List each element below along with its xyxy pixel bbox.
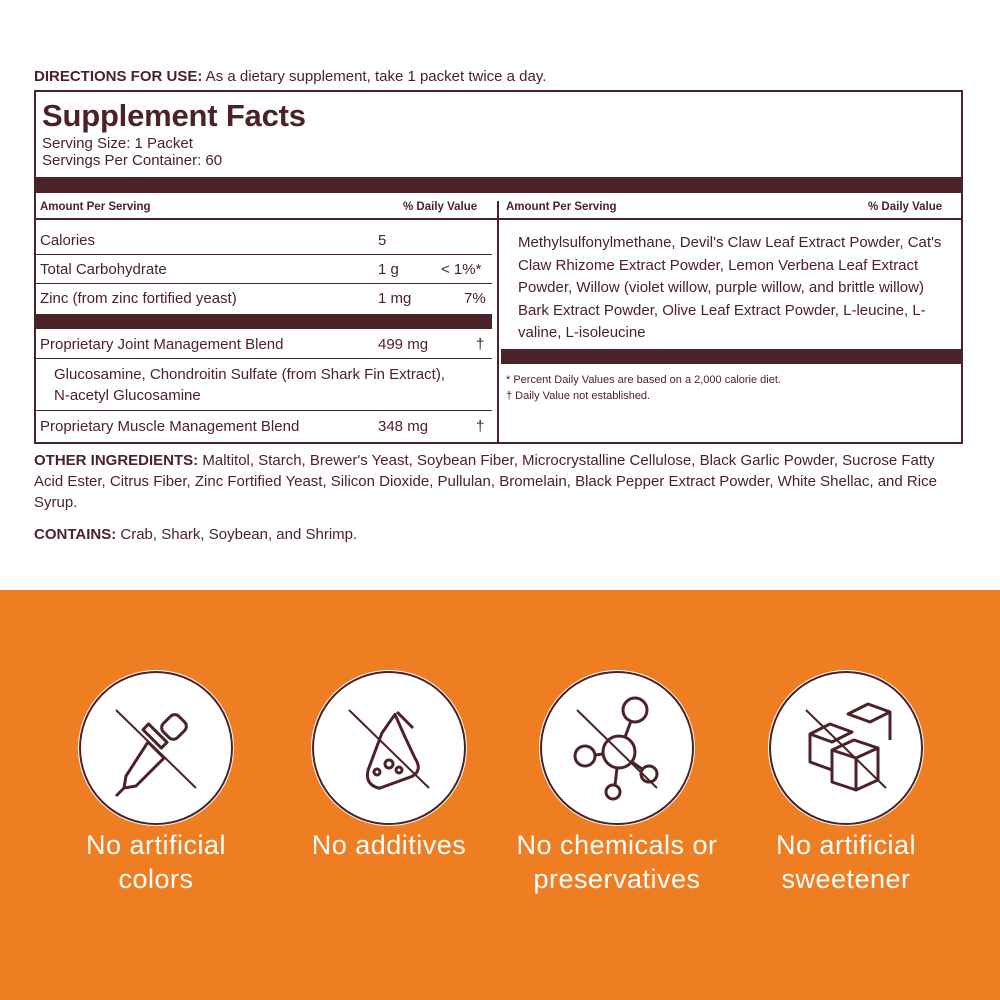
- blend-dv: †: [476, 418, 485, 435]
- right-amount-header: Amount Per Serving: [506, 201, 617, 213]
- right-dv-header: % Daily Value: [868, 201, 943, 213]
- nutrient-name: Zinc (from zinc fortified yeast): [40, 290, 237, 307]
- directions: DIRECTIONS FOR USE: As a dietary supplement, take 1 packet twice a day.: [34, 68, 547, 85]
- badge-no-artificial-sweetener: [768, 670, 924, 826]
- footnote-dagger: † Daily Value not established.: [506, 390, 651, 402]
- flask-icon: [311, 670, 467, 826]
- row-rule: [36, 410, 492, 411]
- blend-name: Proprietary Joint Management Blend: [40, 336, 284, 353]
- supplement-facts-title: Supplement Facts: [42, 98, 306, 133]
- badge-label: No artificial colors: [85, 830, 227, 894]
- contains: CONTAINS: Crab, Shark, Soybean, and Shrimp.: [34, 526, 358, 543]
- left-amount-header: Amount Per Serving: [40, 201, 151, 213]
- blend-amount: 499 mg: [378, 336, 429, 353]
- nutrient-name: Calories: [40, 232, 96, 249]
- right-bar: [501, 349, 961, 364]
- nutrient-dv: < 1%*: [441, 261, 482, 278]
- row-rule: [36, 283, 492, 284]
- badge-label: No chemicals or preservatives: [516, 830, 718, 894]
- servings-per-container: Servings Per Container: 60: [42, 152, 223, 169]
- badge-no-additives: [311, 670, 467, 826]
- thick-bar: [36, 177, 961, 193]
- blend-ingredients: N-acetyl Glucosamine: [54, 387, 201, 404]
- column-divider: [497, 201, 499, 444]
- nutrient-amount: 1 mg: [378, 290, 412, 307]
- nutrient-amount: 1 g: [378, 261, 399, 278]
- nutrient-dv: 7%: [464, 290, 486, 307]
- badge-no-chemicals: [539, 670, 695, 826]
- badge-no-artificial-colors: [78, 670, 234, 826]
- nutrient-name: Total Carbohydrate: [40, 261, 167, 278]
- blend-amount: 348 mg: [378, 418, 429, 435]
- mid-bar: [36, 314, 492, 329]
- dropper-icon: [78, 670, 234, 826]
- row-rule: [36, 254, 492, 255]
- badge-label: No additives: [311, 830, 467, 860]
- molecule-icon: [539, 670, 695, 826]
- badge-label: No artificial sweetener: [775, 830, 917, 894]
- row-rule: [36, 358, 492, 359]
- sugar-cube-icon: [768, 670, 924, 826]
- blend-name: Proprietary Muscle Management Blend: [40, 418, 300, 435]
- serving-size: Serving Size: 1 Packet: [42, 135, 193, 152]
- blend-dv: †: [476, 336, 485, 353]
- left-dv-header: % Daily Value: [403, 201, 478, 213]
- footnote-percent: * Percent Daily Values are based on a 2,000 calorie diet.: [506, 374, 781, 386]
- nutrient-amount: 5: [378, 232, 387, 249]
- blend-ingredients: Glucosamine, Chondroitin Sulfate (from Shark Fin Extract),: [54, 366, 445, 383]
- supplement-facts-panel: [34, 90, 963, 444]
- right-ingredients: Methylsulfonylmethane, Devil's Claw Leaf Extract Powder, Cat's Claw Rhizome Extract Powder, Lemon Verbena Leaf Extract Powder, Willow (violet willow, purple willow, and brittle willow) Bark Extract Powder, Olive Leaf Extract Powder, L-leucine, L-valine, L-isoleucine: [518, 234, 942, 341]
- other-ingredients: OTHER INGREDIENTS: Maltitol, Starch, Brewer's Yeast, Soybean Fiber, Microcrystalline Cellulose, Black Garlic Powder, Sucrose Fatty Acid Ester, Citrus Fiber, Zinc Fortified Yeast, Silicon Dioxide, Pullulan, Bromelain, Black Pepper Extract Powder, White Shellac, and Rice Syrup.: [34, 452, 937, 511]
